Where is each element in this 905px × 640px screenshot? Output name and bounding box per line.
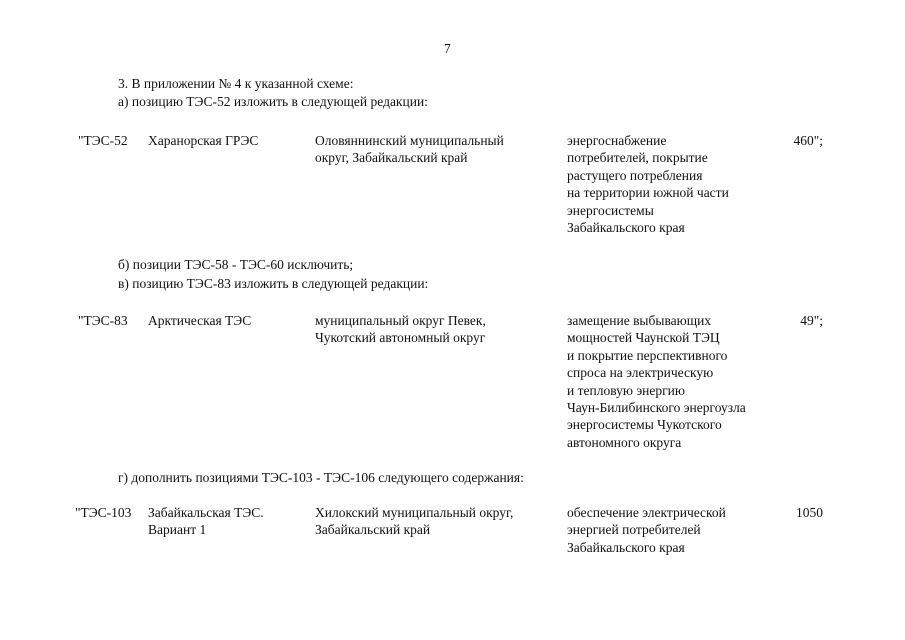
- row-purpose: [567, 504, 726, 556]
- row-name: [148, 504, 264, 539]
- row-code: "ТЭС-52: [78, 133, 128, 148]
- name-line: Харанорская ГРЭС: [148, 133, 259, 148]
- row-code: "ТЭС-103: [75, 505, 132, 520]
- name-line: Арктическая ТЭС: [148, 313, 252, 328]
- purpose-line: Забайкальского края: [567, 220, 685, 236]
- item-b-text: б) позиции ТЭС-58 - ТЭС-60 исключить;: [118, 257, 354, 272]
- purpose-line: мощностей Чаунской ТЭЦ: [567, 330, 720, 346]
- item-g-text: г) дополнить позициями ТЭС-103 - ТЭС-106 следующего содержания:: [118, 470, 524, 485]
- purpose-line: обеспечение электрической: [567, 505, 726, 520]
- purpose-line: спроса на электрическую: [567, 365, 714, 381]
- purpose-line: Чаун-Билибинского энергоузла: [567, 400, 746, 416]
- row-value: 49";: [800, 313, 823, 328]
- location-line: Хилокский муниципальный округ,: [315, 505, 514, 520]
- purpose-line: и тепловую энергию: [567, 382, 685, 398]
- row-value: 460";: [793, 133, 823, 148]
- purpose-line: замещение выбывающих: [567, 313, 712, 328]
- paragraph-3-intro: 3. В приложении № 4 к указанной схеме:: [118, 76, 354, 91]
- row-name: [148, 312, 251, 329]
- purpose-line: энергоснабжение: [567, 133, 667, 148]
- row-value: 1050: [796, 505, 823, 520]
- item-v-text: в) позицию ТЭС-83 изложить в следующей редакции:: [118, 276, 429, 291]
- purpose-line: Забайкальского края: [567, 539, 685, 555]
- row-location: [315, 504, 513, 539]
- purpose-line: энергией потребителей: [567, 522, 701, 538]
- location-line: Забайкальский край: [315, 522, 431, 538]
- name-line: Вариант 1: [148, 522, 207, 538]
- item-a-text: а) позицию ТЭС-52 изложить в следующей редакции:: [118, 94, 428, 109]
- row-purpose: [567, 132, 729, 236]
- purpose-line: энергосистемы Чукотского: [567, 417, 722, 433]
- row-location: [315, 132, 504, 167]
- location-line: муниципальный округ Певек,: [315, 313, 486, 328]
- purpose-line: потребителей, покрытие: [567, 150, 708, 166]
- purpose-line: растущего потребления: [567, 167, 703, 183]
- page-number: 7: [444, 41, 451, 56]
- location-line: Чукотский автономный округ: [315, 330, 486, 346]
- location-line: округ, Забайкальский край: [315, 150, 468, 166]
- row-location: [315, 312, 486, 347]
- row-code: "ТЭС-83: [78, 313, 128, 328]
- purpose-line: на территории южной части: [567, 185, 729, 201]
- purpose-line: автономного округа: [567, 434, 682, 450]
- row-purpose: [567, 312, 746, 451]
- name-line: Забайкальская ТЭС.: [148, 505, 264, 520]
- purpose-line: энергосистемы: [567, 202, 654, 218]
- row-name: [148, 132, 258, 149]
- location-line: Оловяннинский муниципальный: [315, 133, 504, 148]
- purpose-line: и покрытие перспективного: [567, 347, 728, 363]
